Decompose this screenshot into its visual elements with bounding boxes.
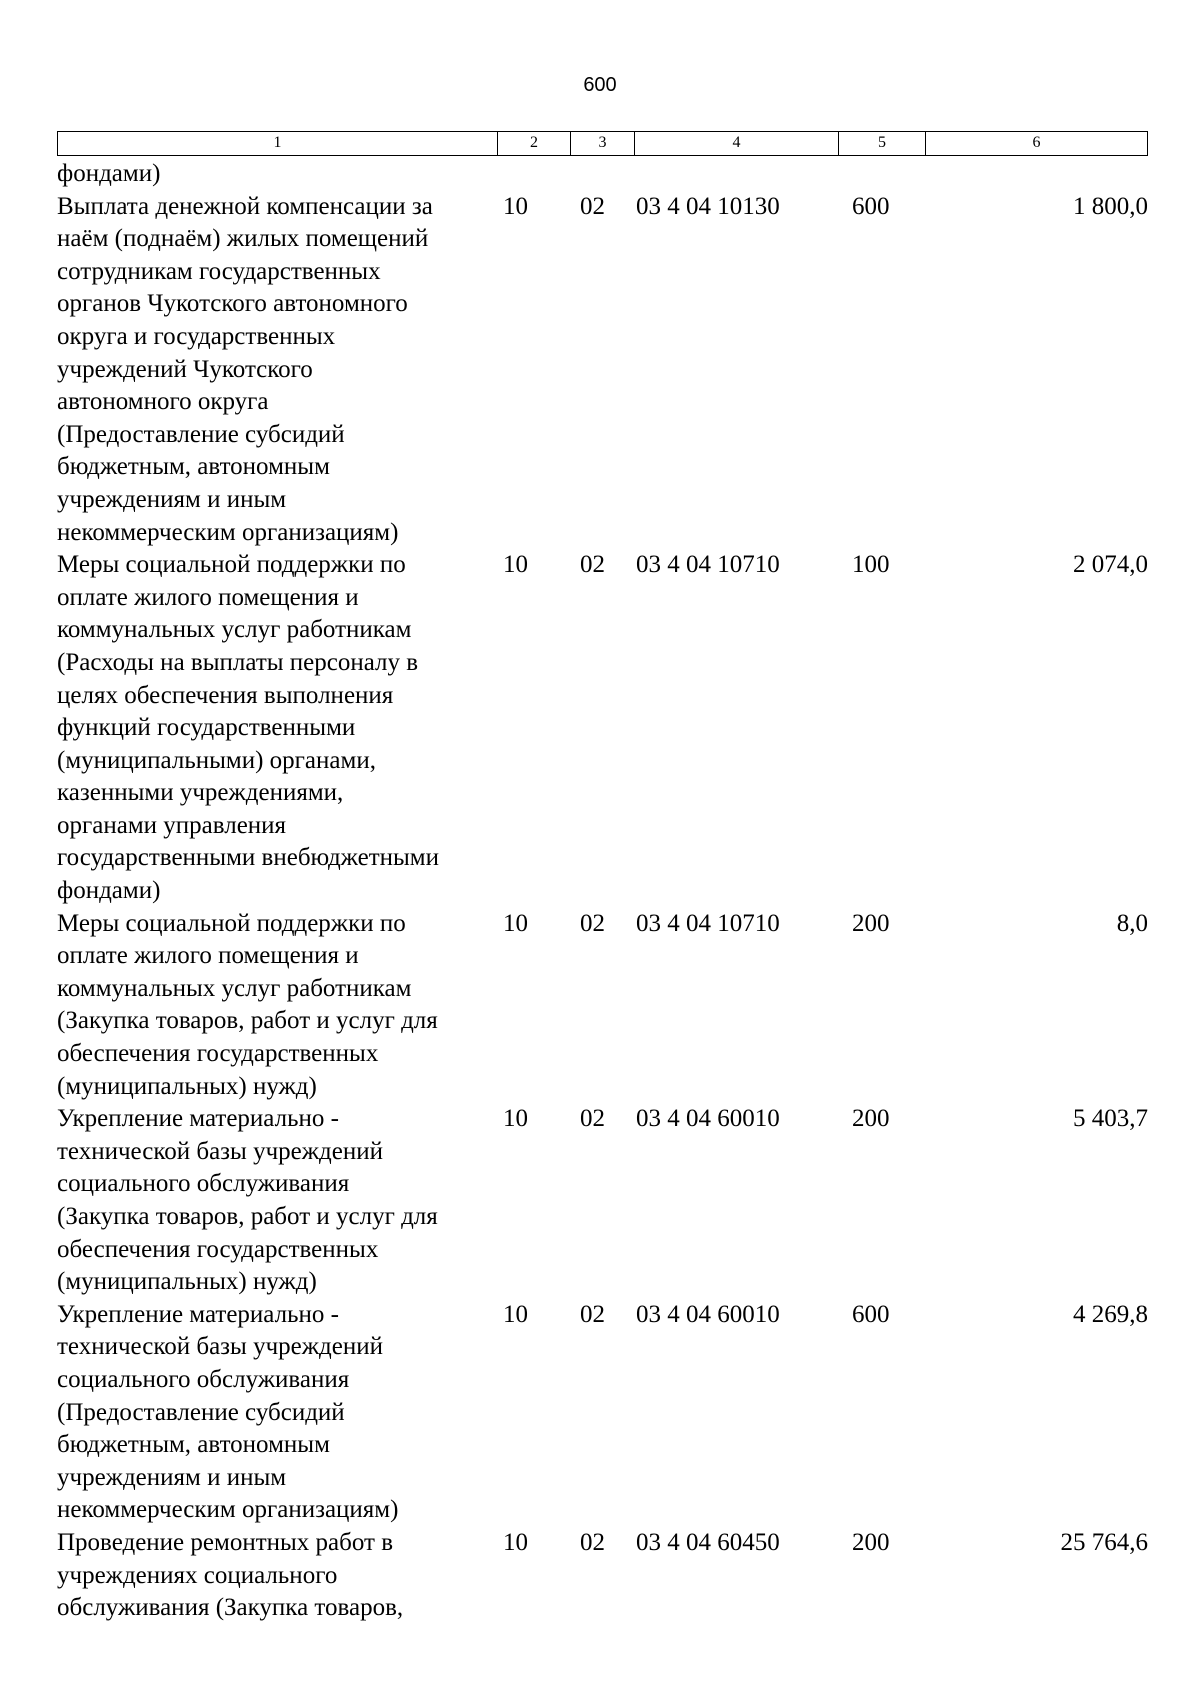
row-amount: 1 800,0: [1073, 192, 1148, 220]
row-target-article: 03 4 04 60010: [636, 1105, 780, 1133]
row-section: 10: [503, 909, 528, 937]
row-subsection: 02: [580, 909, 605, 937]
row-subsection: 02: [580, 551, 605, 579]
row-subsection: 02: [580, 1105, 605, 1133]
row-target-article: 03 4 04 10710: [636, 909, 780, 937]
row-name: Меры социальной поддержки по оплате жилого помещения и коммунальных услуг работникам (Закупка товаров, работ и услуг для обеспечения государственных (муниципальных) нужд): [57, 909, 438, 1100]
header-col-4: 4: [635, 132, 839, 155]
table-row: [57, 158, 1148, 191]
row-amount: 2 074,0: [1073, 551, 1148, 579]
row-name: Выплата денежной компенсации за наём (поднаём) жилых помещений сотрудникам государственных органов Чукотского автономного округа и государственных учреждений Чукотского автономного округа (Предоставление субсидий бюджетным, автономным учреждениям и иным некоммерческим организациям): [57, 192, 433, 546]
header-col-1: 1: [58, 132, 498, 155]
row-target-article: 03 4 04 60450: [636, 1528, 780, 1556]
row-target-article: 03 4 04 60010: [636, 1300, 780, 1328]
row-expense-type: 600: [852, 1300, 890, 1328]
budget-table-body: [57, 158, 1148, 1625]
table-header: [57, 131, 1148, 156]
row-name: Меры социальной поддержки по оплате жилого помещения и коммунальных услуг работникам (Расходы на выплаты персоналу в целях обеспечения выполнения функций государственными (муниципальными) органами, казенными учреждениями, органами управления государственными внебюджетными фондами): [57, 551, 440, 905]
row-section: 10: [503, 1105, 528, 1133]
row-amount: 25 764,6: [1060, 1528, 1148, 1556]
header-col-6: 6: [1032, 134, 1041, 151]
header-col-3: 3: [571, 132, 635, 155]
table-row: [57, 1527, 1148, 1625]
row-target-article: 03 4 04 10710: [636, 551, 780, 579]
page-number: 600: [583, 74, 617, 96]
row-target-article: 03 4 04 10130: [636, 192, 780, 220]
table-row: [57, 1299, 1148, 1527]
table-row: [57, 908, 1148, 1104]
row-subsection: 02: [580, 1528, 605, 1556]
table-row: [57, 191, 1148, 550]
table-row: [57, 549, 1148, 908]
row-subsection: 02: [580, 192, 605, 220]
row-section: 10: [503, 551, 528, 579]
header-col-5: 5: [839, 132, 926, 155]
row-expense-type: 100: [852, 551, 890, 579]
row-expense-type: 200: [852, 1105, 890, 1133]
row-section: 10: [503, 192, 528, 220]
row-amount: 8,0: [1116, 909, 1148, 937]
row-name: Проведение ремонтных работ в учреждениях социального обслуживания (Закупка товаров,: [57, 1528, 404, 1622]
row-subsection: 02: [580, 1300, 605, 1328]
table-row: [57, 1103, 1148, 1299]
row-expense-type: 200: [852, 909, 890, 937]
row-name: Укрепление материально - технической базы учреждений социального обслуживания (Предоставление субсидий бюджетным, автономным учреждениям и иным некоммерческим организациям): [57, 1300, 399, 1524]
row-name: Укрепление материально - технической базы учреждений социального обслуживания (Закупка товаров, работ и услуг для обеспечения государственных (муниципальных) нужд): [57, 1105, 438, 1296]
row-expense-type: 200: [852, 1528, 890, 1556]
row-amount: 4 269,8: [1073, 1300, 1148, 1328]
row-section: 10: [503, 1300, 528, 1328]
row-amount: 5 403,7: [1073, 1105, 1148, 1133]
row-name: фондами): [57, 160, 161, 187]
header-col-2: 2: [498, 132, 571, 155]
row-section: 10: [503, 1528, 528, 1556]
row-expense-type: 600: [852, 192, 890, 220]
